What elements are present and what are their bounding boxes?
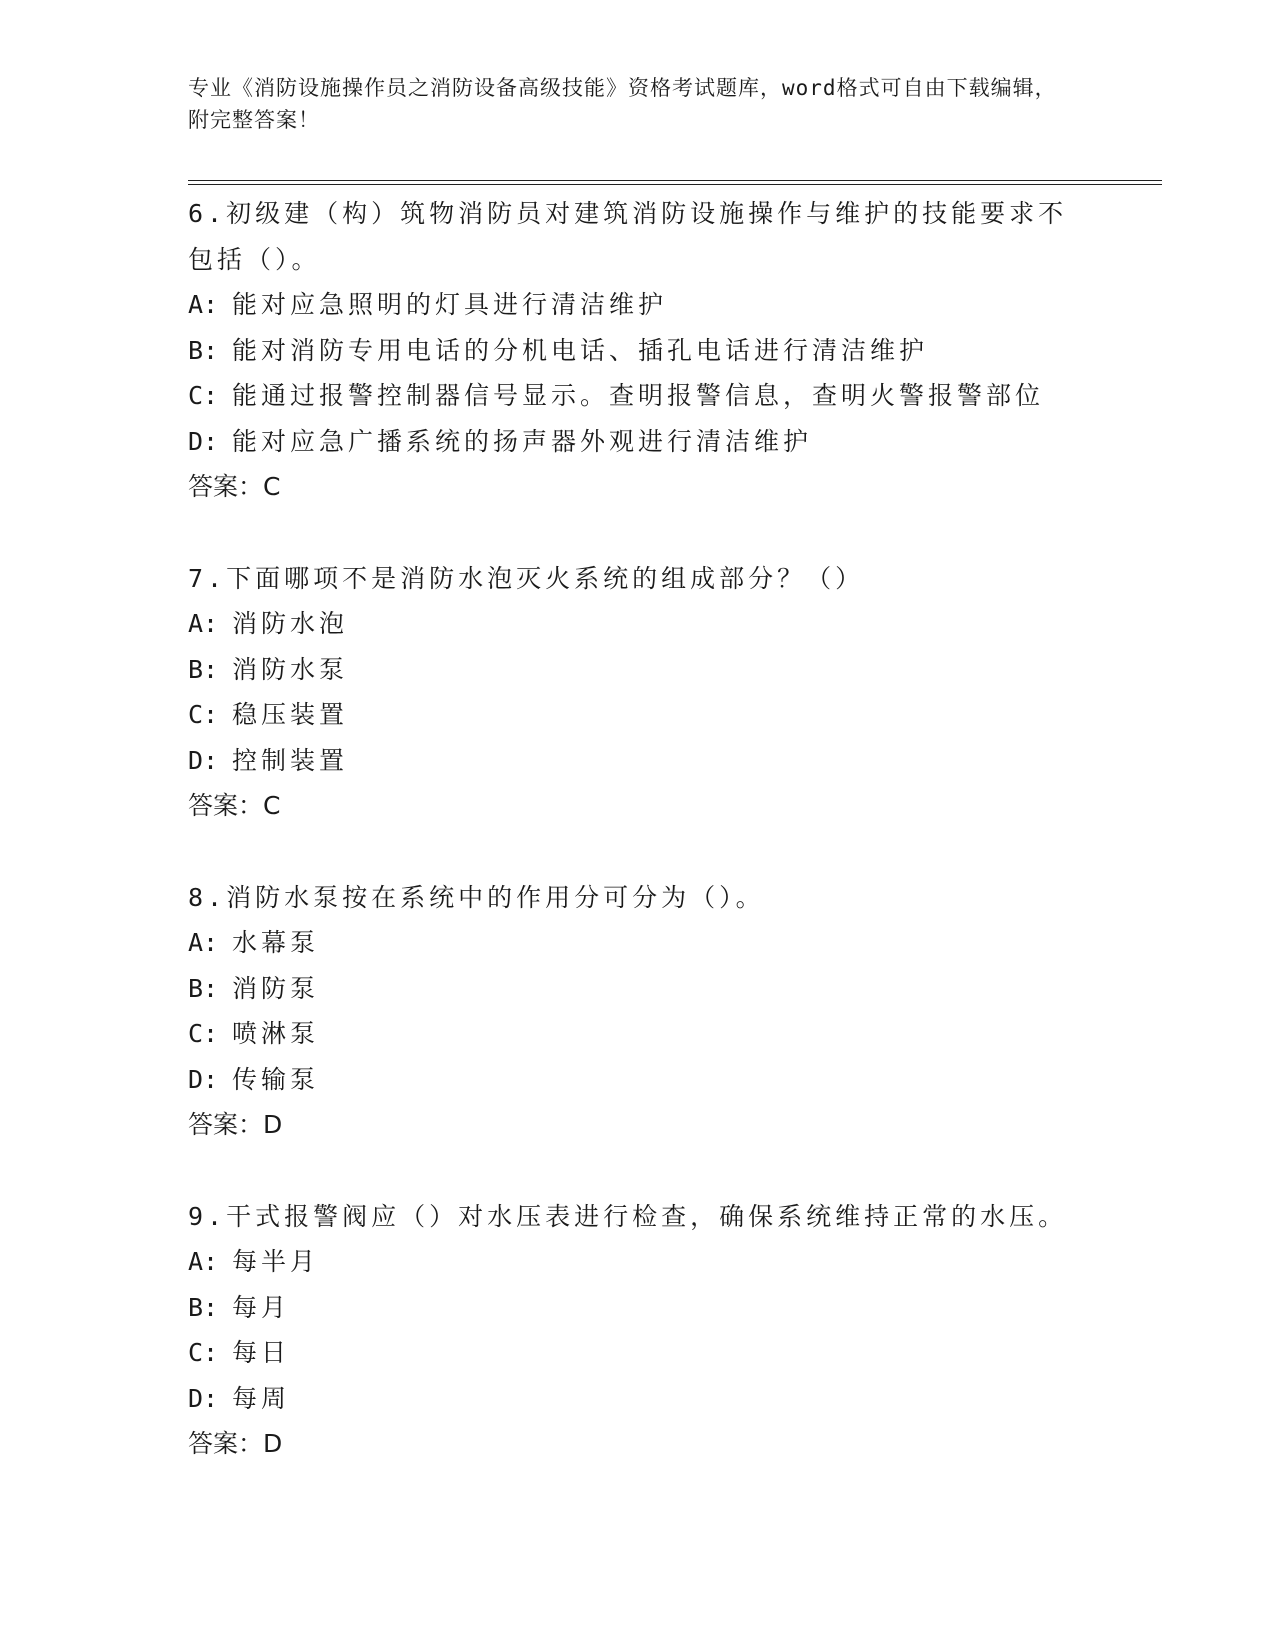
question-7 [188,556,1088,829]
option-d [188,1376,1088,1422]
question-stem: 6.初级建（构）筑物消防员对建筑消防设施操作与维护的技能要求不包括（）。 [188,199,1068,274]
option-key: D: [188,745,219,775]
option-key: B: [188,335,219,365]
option-key: A: [188,928,219,957]
answer-line: 答案：C [188,791,281,820]
option-key: C: [188,1338,219,1367]
header-divider-top [188,180,1162,181]
option-text: 控制装置 [232,745,349,775]
option-key: C: [188,381,219,410]
option-key: A: [188,609,219,638]
option-b [188,647,1088,693]
option-text: 传输泵 [232,1064,320,1094]
option-a [188,1239,1088,1285]
option-key: C: [188,700,219,729]
option-a [188,282,1088,328]
option-d [188,738,1088,784]
option-key: A: [188,1247,219,1276]
option-key: C: [188,1019,219,1048]
answer-line: 答案：D [188,1429,283,1458]
question-stem: 8.消防水泵按在系统中的作用分可分为（）。 [188,882,765,912]
question-9 [188,1194,1088,1467]
option-text: 稳压装置 [232,700,349,729]
option-key: B: [188,1292,219,1322]
option-a [188,920,1088,966]
option-c [188,1330,1088,1376]
option-text: 消防水泡 [232,609,349,638]
option-text: 每月 [232,1292,291,1322]
option-text: 能通过报警控制器信号显示。查明报警信息，查明火警报警部位 [232,381,1045,410]
document-header: 专业《消防设施操作员之消防设备高级技能》资格考试题库，word格式可自由下载编辑，附完整答案！ [188,76,1057,132]
option-c [188,692,1088,738]
question-8 [188,875,1088,1148]
header-divider-bottom [188,184,1162,185]
option-a [188,601,1088,647]
option-c [188,1011,1088,1057]
option-text: 喷淋泵 [232,1019,320,1048]
option-text: 每半月 [232,1247,320,1276]
option-text: 每日 [232,1338,291,1367]
option-key: D: [188,426,219,456]
answer-line: 答案：C [188,472,281,501]
option-text: 能对应急照明的灯具进行清洁维护 [232,290,668,319]
option-d [188,1057,1088,1103]
question-stem: 7.下面哪项不是消防水泡灭火系统的组成部分？（） [188,563,865,593]
option-key: A: [188,290,219,319]
option-key: B: [188,973,219,1003]
option-b [188,966,1088,1012]
option-text: 每周 [232,1383,291,1413]
option-d [188,419,1088,465]
option-text: 消防泵 [232,973,320,1003]
option-text: 能对消防专用电话的分机电话、插孔电话进行清洁维护 [232,335,929,365]
option-b [188,328,1088,374]
option-key: B: [188,654,219,684]
question-6 [188,191,1088,510]
question-stem: 9.干式报警阀应（）对水压表进行检查，确保系统维持正常的水压。 [188,1201,1068,1231]
question-list [188,191,1088,1513]
option-b [188,1285,1088,1331]
option-key: D: [188,1383,219,1413]
option-text: 消防水泵 [232,654,349,684]
answer-line: 答案：D [188,1110,283,1139]
option-key: D: [188,1064,219,1094]
option-text: 能对应急广播系统的扬声器外观进行清洁维护 [232,426,813,456]
option-text: 水幕泵 [232,928,320,957]
option-c [188,373,1088,419]
